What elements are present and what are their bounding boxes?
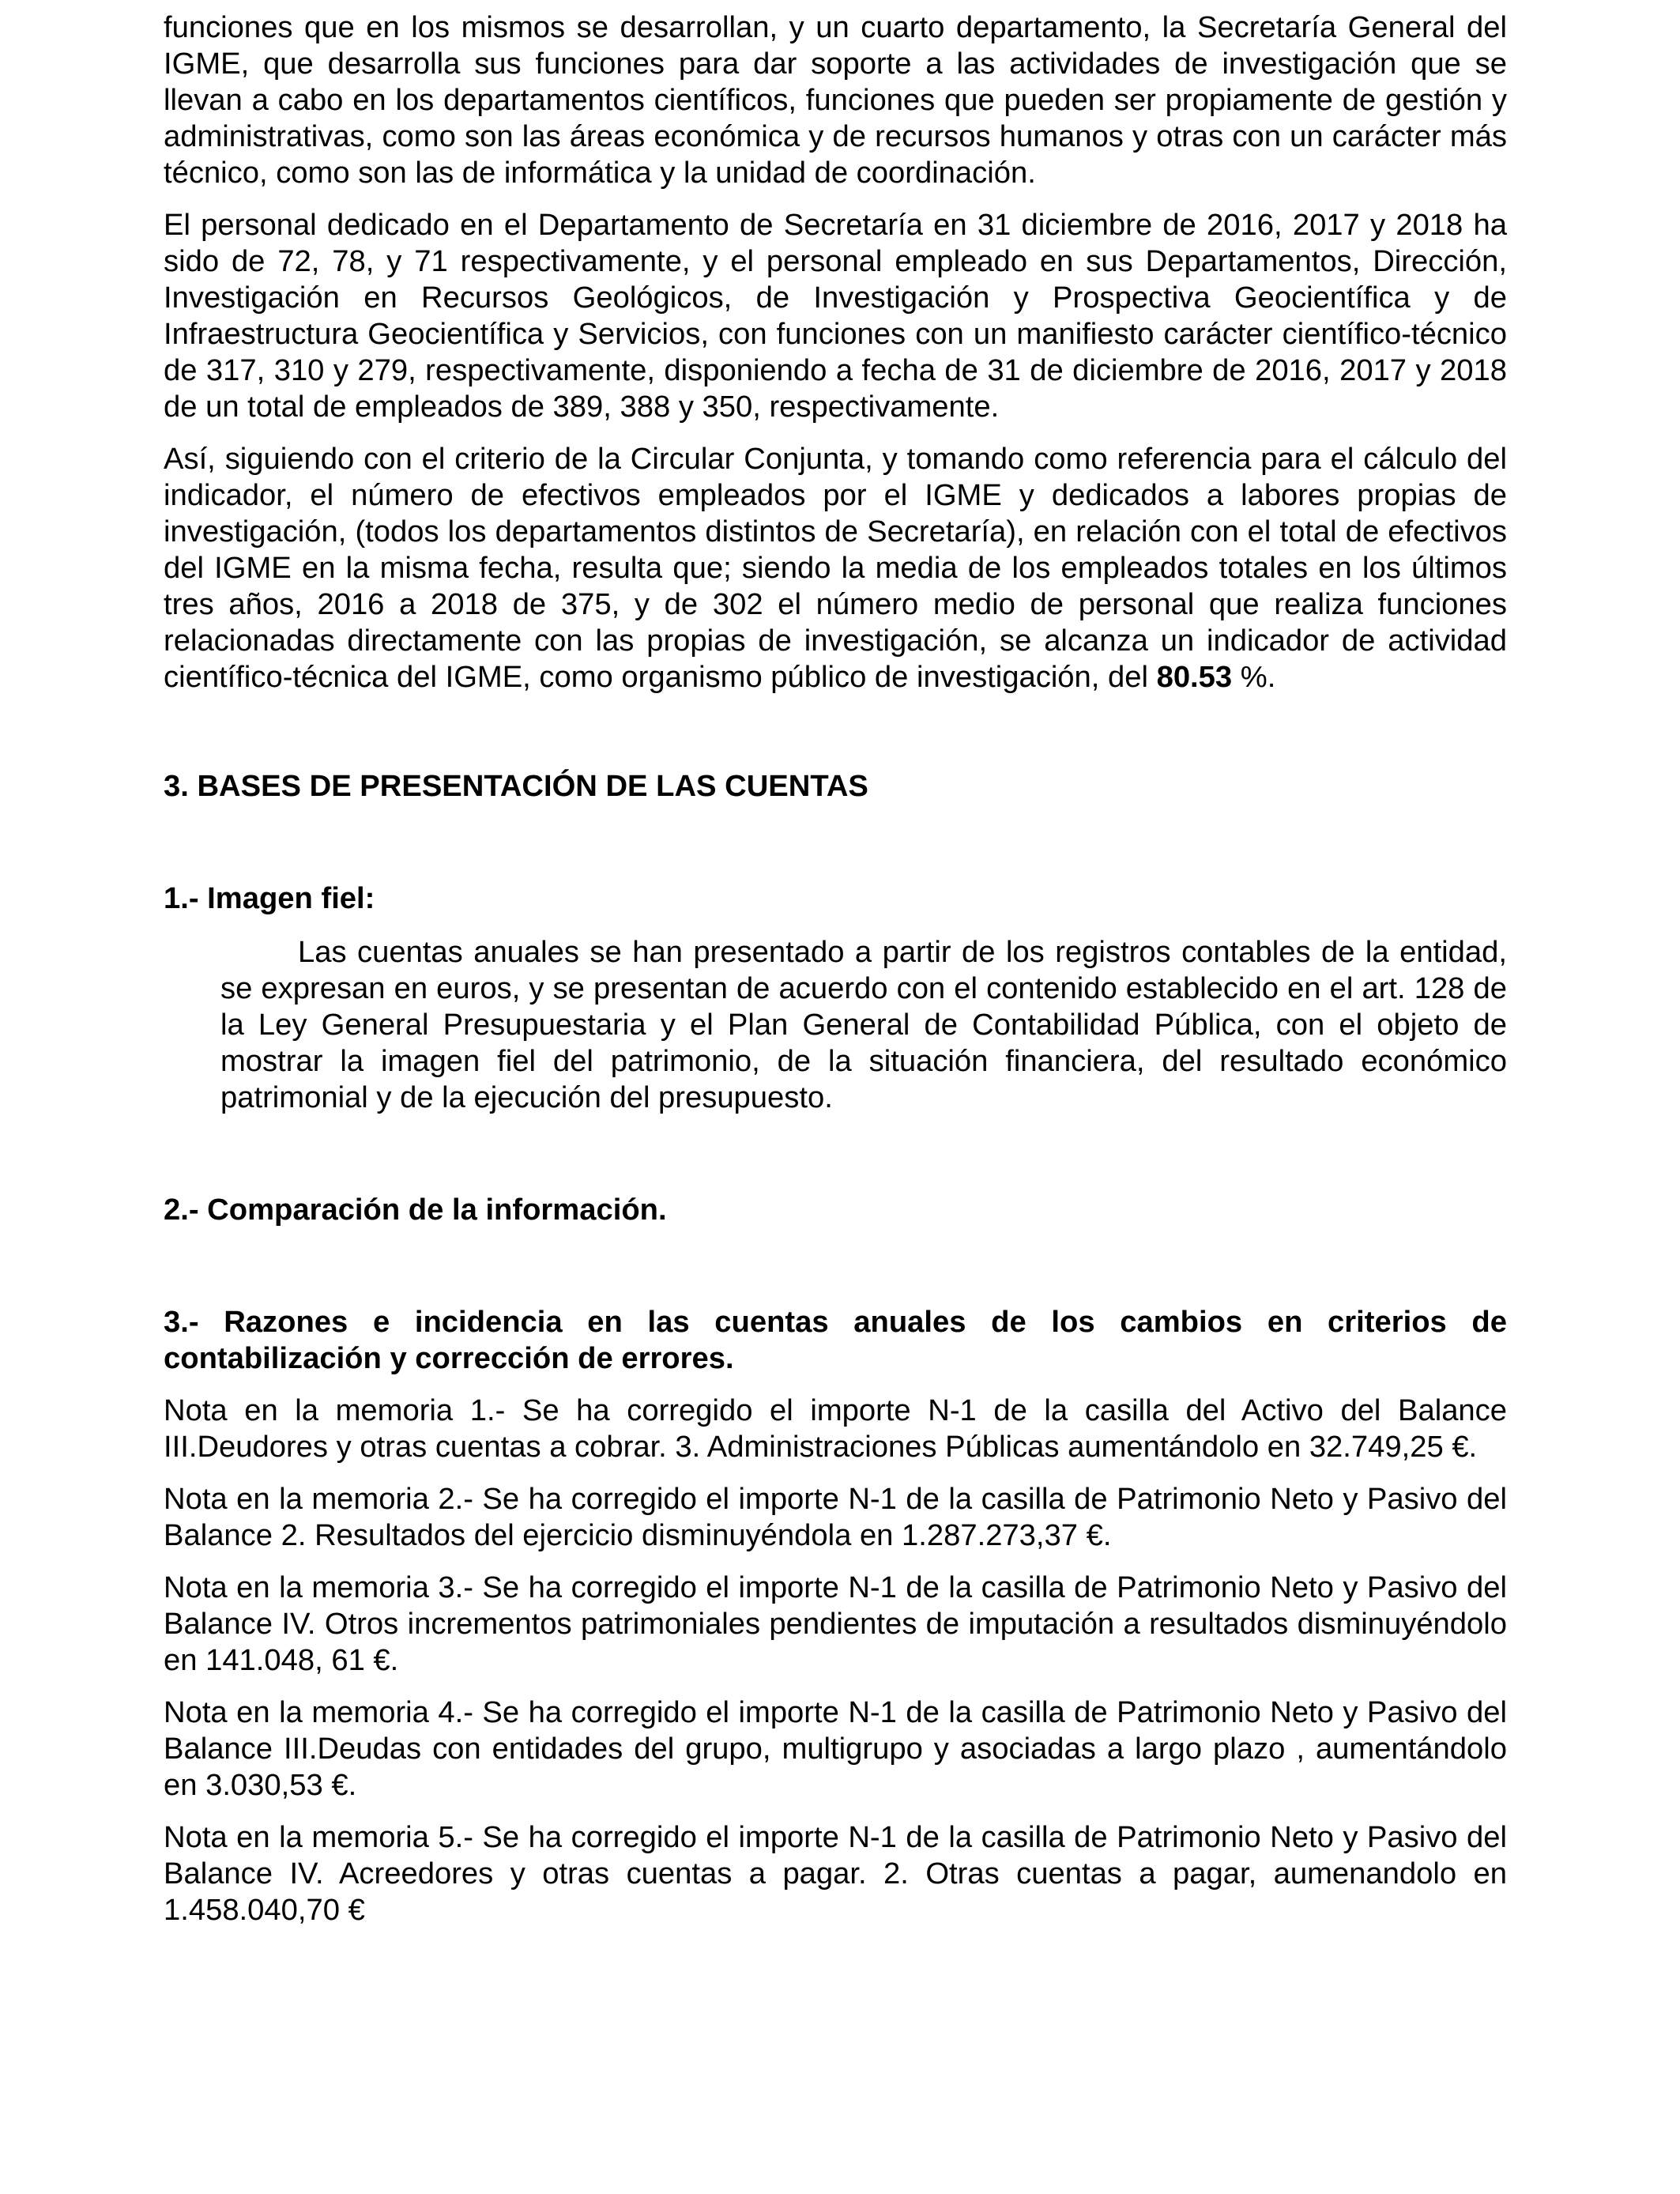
criterio-text: Así, siguiendo con el criterio de la Circular Conjunta, y tomando como referencia para el cálculo del indicador, el número de efectivos empleados por el IGME y dedicados a labores propias de investigación, (todos los departamentos distintos de Secretaría), en relación con el total de efectivos del IGME en la misma fecha, resulta que; siendo la media de los empleados totales en los últimos tres años, 2016 a 2018 de 375, y de 302 el número medio de personal que realiza funciones relacionadas directamente con las propias de investigación, se alcanza un indicador de actividad científico-técnica del IGME, como organismo público de investigación, del: [164, 442, 1507, 694]
indicator-value: 80.53: [1156, 660, 1233, 694]
paragraph-personal: El personal dedicado en el Departamento de Secretaría en 31 diciembre de 2016, 2017 y 2018 ha sido de 72, 78, y 71 respectivamente, y el personal empleado en sus Departamentos, Dirección, Investigación en Recursos Geológicos, de Investigación y Prospectiva Geocientífica y de Infraestructura Geocientífica y Servicios, con funciones con un manifiesto carácter científico-técnico de 317, 310 y 279, respectivamente, disponiendo a fecha de 31 de diciembre de 2016, 2017 y 2018 de un total de empleados de 389, 388 y 350, respectivamente.: [164, 208, 1507, 424]
document-page: [164, 9, 1507, 1928]
paragraph-criterio: [164, 441, 1507, 696]
note-1: Nota en la memoria 1.- Se ha corregido el importe N-1 de la casilla del Activo del Balance III.Deudores y otras cuentas a cobrar. 3. Administraciones Públicas aumentándolo en 32.749,25 €.: [164, 1393, 1507, 1464]
section-title: 3. BASES DE PRESENTACIÓN DE LAS CUENTAS: [164, 769, 868, 803]
subsection-1-text: Las cuentas anuales se han presentado a partir de los registros contables de la entidad, se expresan en euros, y se presentan de acuerdo con el contenido establecido en el art. 128 de la Ley General Presupuestaria y el Plan General de Contabilidad Pública, con el objeto de mostrar la imagen fiel del patrimonio, de la situación financiera, del resultado económico patrimonial y de la ejecución del presupuesto.: [220, 935, 1507, 1114]
paragraph-intro: funciones que en los mismos se desarrollan, y un cuarto departamento, la Secretaría General del IGME, que desarrolla sus funciones para dar soporte a las actividades de investigación que se llevan a cabo en los departamentos científicos, funciones que pueden ser propiamente de gestión y administrativas, como son las áreas económica y de recursos humanos y otras con un carácter más técnico, como son las de informática y la unidad de coordinación.: [164, 10, 1507, 190]
note-2: Nota en la memoria 2.- Se ha corregido el importe N-1 de la casilla de Patrimonio Neto y Pasivo del Balance 2. Resultados del ejercicio disminuyéndola en 1.287.273,37 €.: [164, 1482, 1507, 1552]
subsection-2-title: 2.- Comparación de la información.: [164, 1193, 667, 1227]
note-4: Nota en la memoria 4.- Se ha corregido el importe N-1 de la casilla de Patrimonio Neto y Pasivo del Balance III.Deudas con entidades del grupo, multigrupo y asociadas a largo plazo , aumentándolo en 3.030,53 €.: [164, 1695, 1507, 1802]
subsection-1-title: 1.- Imagen fiel:: [164, 881, 375, 915]
note-5: Nota en la memoria 5.- Se ha corregido el importe N-1 de la casilla de Patrimonio Neto y Pasivo del Balance IV. Acreedores y otras cuentas a pagar. 2. Otras cuentas a pagar, aumenandolo en 1.458.040,70 €: [164, 1820, 1507, 1927]
indicator-suffix: %.: [1232, 660, 1276, 694]
subsection-3-title: 3.- Razones e incidencia en las cuentas anuales de los cambios en criterios de contabilización y corrección de errores.: [164, 1305, 1507, 1375]
note-3: Nota en la memoria 3.- Se ha corregido el importe N-1 de la casilla de Patrimonio Neto y Pasivo del Balance IV. Otros incrementos patrimoniales pendientes de imputación a resultados disminuyéndolo en 141.048, 61 €.: [164, 1570, 1507, 1677]
